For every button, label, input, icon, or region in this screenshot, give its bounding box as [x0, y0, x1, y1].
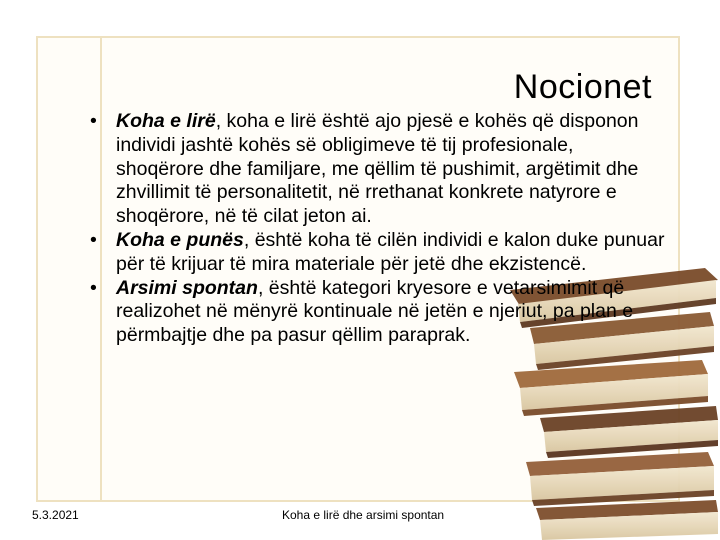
bullet-item — [90, 110, 665, 229]
bullet-item — [90, 277, 665, 348]
footer-date: 5.3.2021 — [32, 508, 79, 522]
bullet-list — [90, 110, 665, 348]
bullet-term: Koha e lirë — [116, 110, 216, 132]
bullet-term: Arsimi spontan — [116, 276, 258, 299]
bullet-text: , koha e lirë është ajo pjesë e kohës që disponon individi jashtë kohës së obligimeve të tij profesionale, shoqërore dhe familjare, me qëllim të pushimit, argëtimit dhe zhvillimit të personalitetit, në rrethanat konkrete natyrore e shoqërore, në të cilat jeton ai. — [116, 110, 639, 228]
bullet-text: , është koha të cilën individi e kalon duke punuar për të krijuar të mira materiale për jetë dhe ekzistencë. — [116, 228, 665, 275]
bullet-item — [90, 229, 665, 277]
bullet-dot: • — [90, 276, 97, 299]
footer-title: Koha e lirë dhe arsimi spontan — [282, 508, 445, 522]
bullet-dot: • — [90, 228, 97, 251]
bullet-dot: • — [90, 110, 97, 132]
bullet-term: Koha e punës — [116, 228, 244, 251]
slide-title: Nocionet — [513, 68, 652, 106]
bullet-text: , është kategori kryesore e vetarsimimit që realizohet në mënyrë kontinuale në jetën e njeriut, pa plan e përmbajtje dhe pa pasur qëllim paraprak. — [116, 276, 634, 347]
